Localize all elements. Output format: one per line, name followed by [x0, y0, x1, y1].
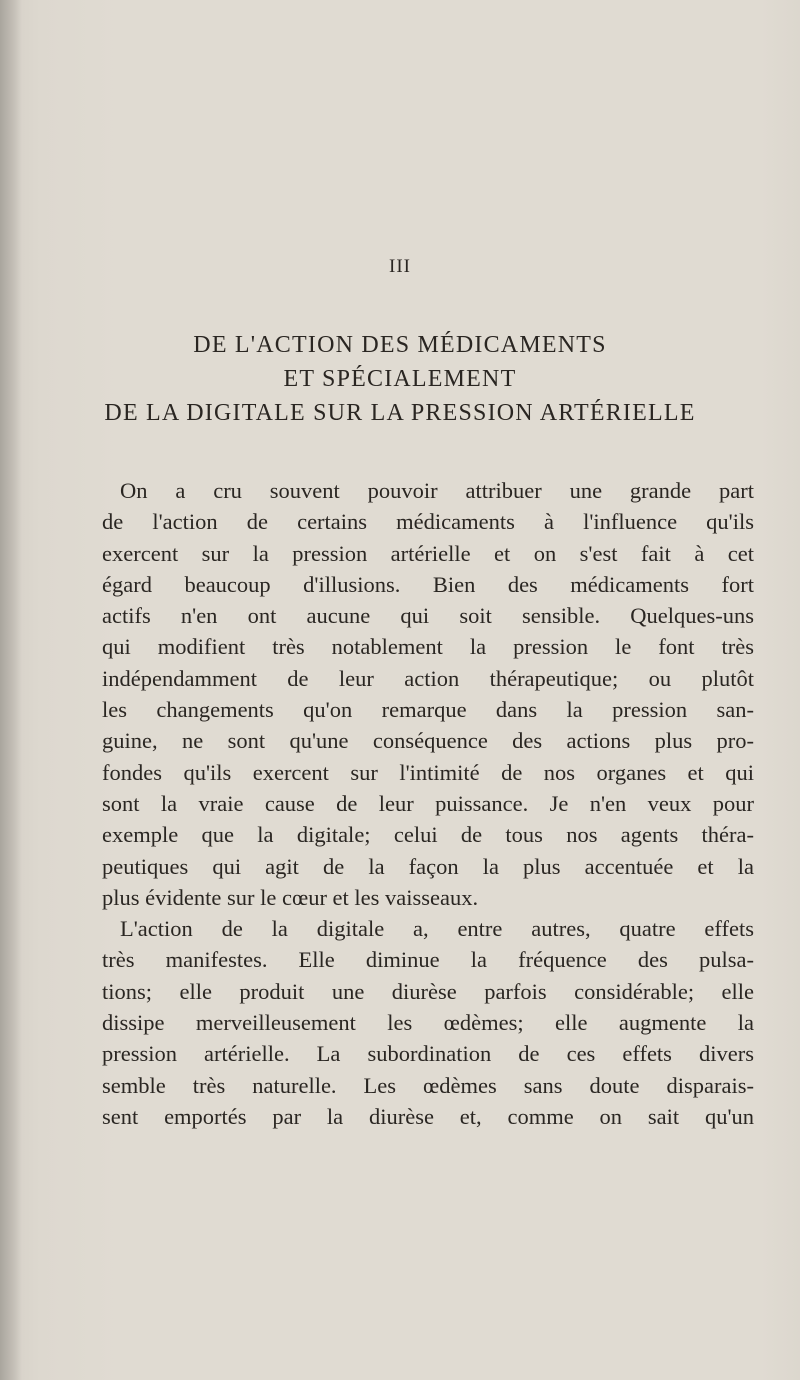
text-line: sont la vraie cause de leur puissance. Je n'en veux pour	[102, 790, 754, 816]
text-line: pression artérielle. La subordination de ces effets divers	[102, 1041, 754, 1067]
text-line: actifs n'en ont aucune qui soit sensible. Quelques-uns	[102, 603, 754, 629]
text-line: égard beaucoup d'illusions. Bien des médicaments fort	[102, 571, 754, 597]
text-line: qui modifient très notablement la pression le font très	[102, 634, 754, 660]
text-line: On a cru souvent pouvoir attribuer une grande part	[120, 478, 754, 503]
text-line: sent emportés par la diurèse et, comme on sait qu'un	[102, 1103, 754, 1129]
chapter-number: III	[389, 256, 411, 277]
chapter-title	[0, 328, 800, 430]
text-line: plus évidente sur le cœur et les vaisseaux.	[102, 884, 479, 910]
paragraph	[102, 913, 754, 1132]
text-line: de l'action de certains médicaments à l'influence qu'ils	[102, 509, 754, 535]
title-line: DE LA DIGITALE SUR LA PRESSION ARTÉRIELLE	[104, 400, 696, 426]
text-line: guine, ne sont qu'une conséquence des actions plus pro-	[102, 728, 754, 754]
text-line: fondes qu'ils exercent sur l'intimité de nos organes et qui	[102, 759, 754, 785]
text-line: exercent sur la pression artérielle et on s'est fait à cet	[102, 540, 754, 566]
text-line: exemple que la digitale; celui de tous nos agents théra-	[102, 822, 754, 848]
text-line: L'action de la digitale a, entre autres, quatre effets	[120, 916, 754, 942]
paragraph	[102, 475, 754, 913]
text-line: les changements qu'on remarque dans la pression san-	[102, 697, 754, 723]
text-line: tions; elle produit une diurèse parfois considérable; elle	[102, 978, 754, 1004]
title-line: ET SPÉCIALEMENT	[283, 366, 517, 392]
text-line: indépendamment de leur action thérapeutique; ou plutôt	[102, 665, 754, 691]
page-binding-shadow	[0, 0, 22, 1380]
title-line: DE L'ACTION DES MÉDICAMENTS	[193, 332, 607, 358]
text-line: semble très naturelle. Les œdèmes sans doute disparais-	[102, 1072, 754, 1098]
text-line: peutiques qui agit de la façon la plus accentuée et la	[102, 853, 754, 879]
text-line: très manifestes. Elle diminue la fréquence des pulsa-	[102, 947, 754, 973]
text-line: dissipe merveilleusement les œdèmes; elle augmente la	[102, 1010, 754, 1036]
body-text	[102, 475, 754, 1132]
